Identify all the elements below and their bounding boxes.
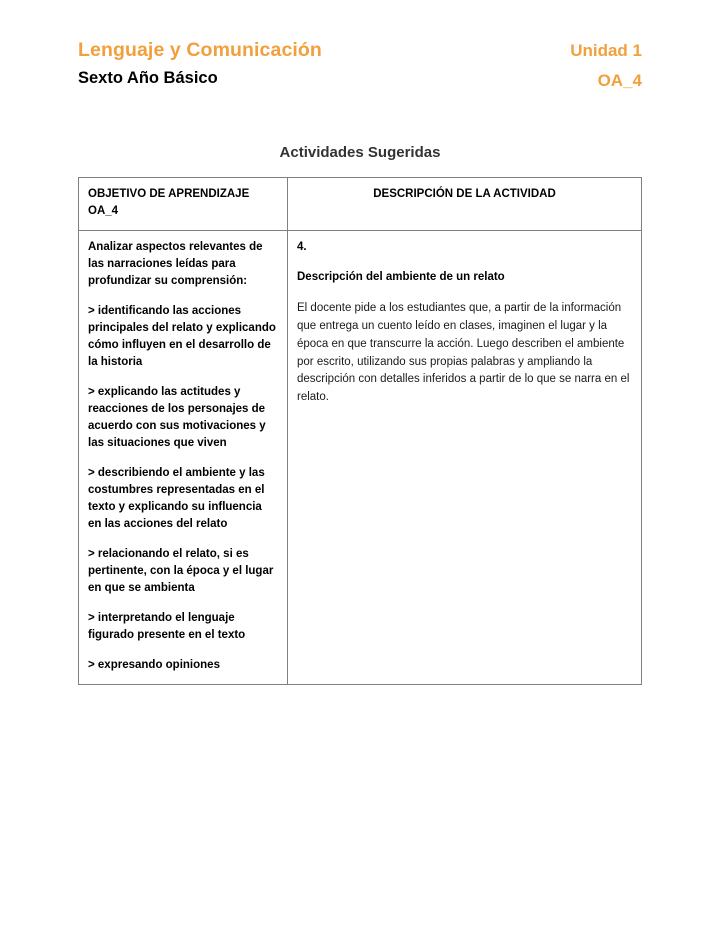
oa-code-label: OA_4 xyxy=(597,71,642,91)
objective-paragraph: > expresando opiniones xyxy=(88,658,220,671)
objective-paragraph: > explicando las actitudes y reacciones de los personajes de acuerdo con sus motivaciones y las situaciones que viven xyxy=(88,385,266,449)
unit-label: Unidad 1 xyxy=(570,41,642,60)
objective-cell xyxy=(79,230,288,684)
section-title: Actividades Sugeridas xyxy=(279,144,441,162)
objective-paragraph: > identificando las acciones principales del relato y explicando cómo influyen en el desarrollo de la historia xyxy=(88,304,276,368)
column-header-description: DESCRIPCIÓN DE LA ACTIVIDAD xyxy=(288,178,642,230)
objective-paragraph: > relacionando el relato, si es pertinente, con la época y el lugar en que se ambienta xyxy=(88,547,274,594)
table-header-row xyxy=(79,178,642,230)
activities-table xyxy=(78,177,642,685)
page-title: Lenguaje y Comunicación xyxy=(78,39,322,61)
header-left-block xyxy=(78,38,322,90)
document-header xyxy=(78,38,642,92)
column-header-objective: OBJETIVO DE APRENDIZAJE OA_4 xyxy=(79,178,288,230)
objective-paragraph: > describiendo el ambiente y las costumbres representadas en el texto y explicando su influencia en las acciones del relato xyxy=(88,466,265,530)
table-row xyxy=(79,230,642,684)
objective-paragraph: Analizar aspectos relevantes de las narraciones leídas para profundizar su comprensión: xyxy=(88,240,263,287)
activity-body: El docente pide a los estudiantes que, a partir de la información que entrega un cuento leído en clases, imaginen el lugar y la época en que transcurre la acción. Luego describen el ambiente por escrito, utilizando sus propias palabras y ampliando la descripción con detalles inferidos a partir de lo que se narra en el relato. xyxy=(297,302,630,404)
objective-paragraph: > interpretando el lenguaje figurado presente en el texto xyxy=(88,611,246,641)
page-subtitle: Sexto Año Básico xyxy=(78,69,218,88)
activity-title: Descripción del ambiente de un relato xyxy=(297,271,505,284)
description-cell xyxy=(288,230,642,684)
header-right-block xyxy=(570,38,642,92)
activity-number: 4. xyxy=(297,240,307,253)
